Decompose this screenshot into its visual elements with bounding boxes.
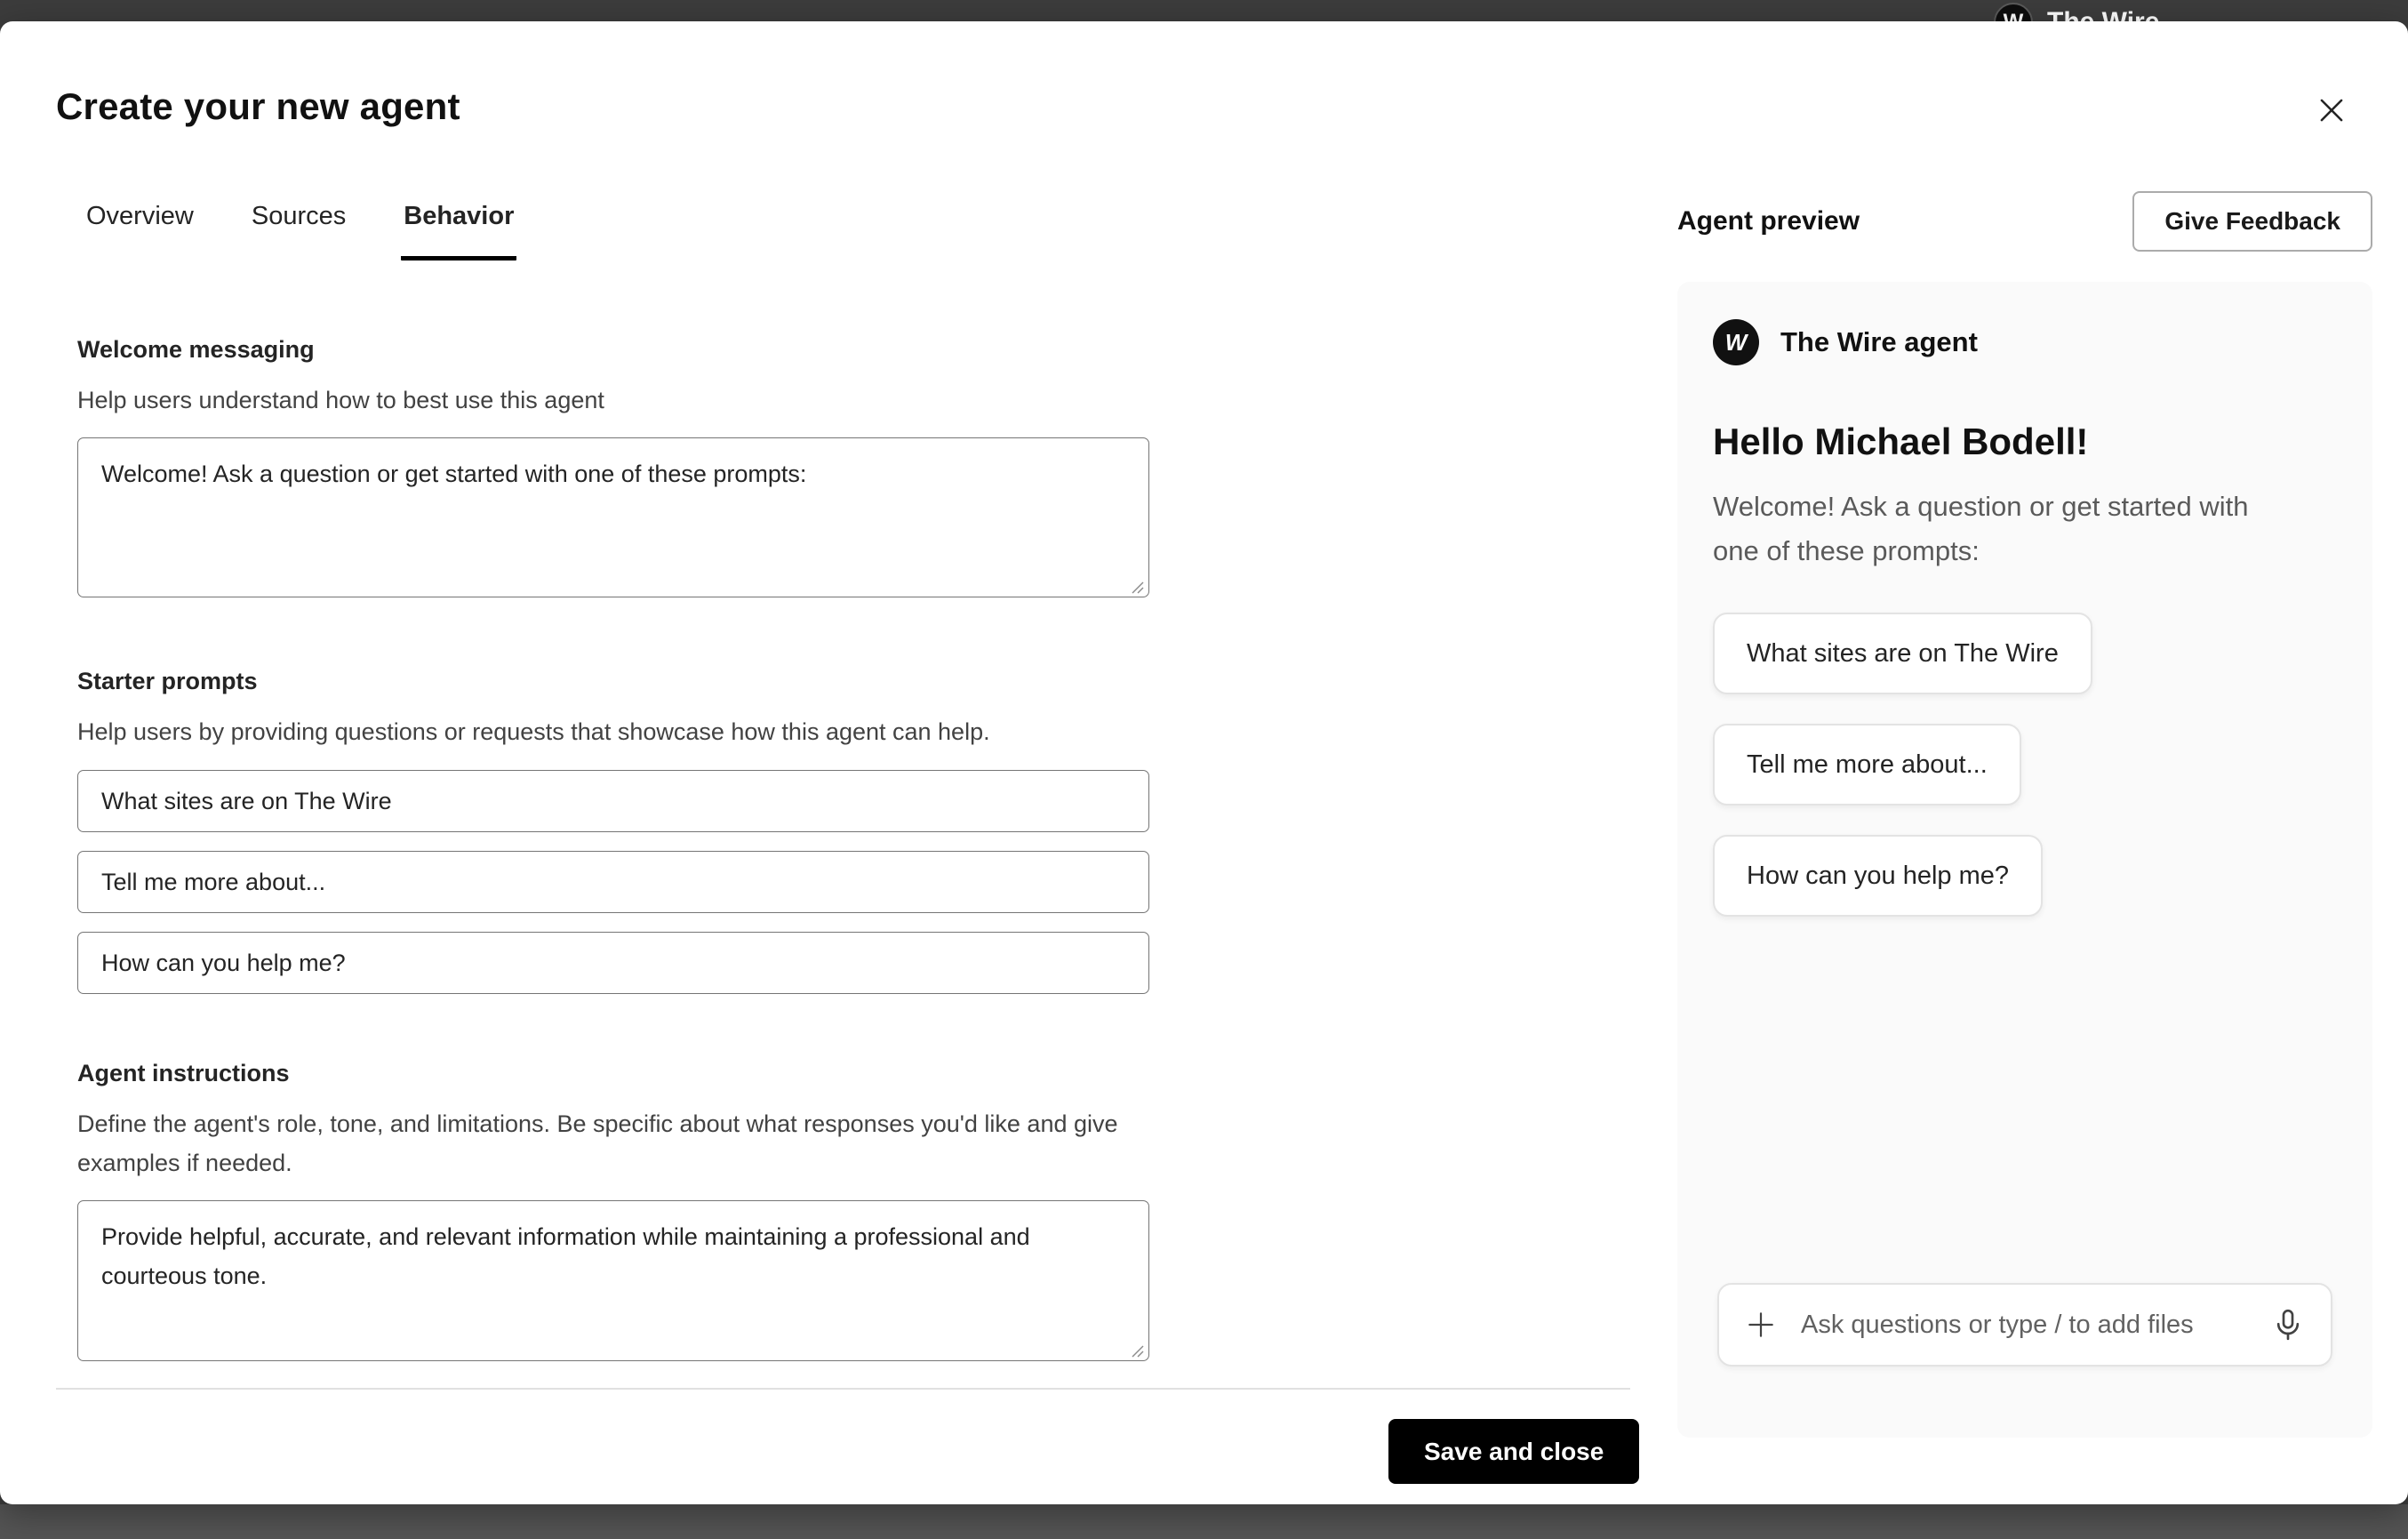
save-and-close-button[interactable]: Save and close [1388, 1419, 1639, 1484]
preview-header [1677, 191, 2372, 252]
agent-avatar: W [1713, 319, 1759, 365]
agent-instructions-label: Agent instructions [77, 1060, 290, 1086]
voice-input-button[interactable] [2270, 1307, 2306, 1343]
prompt-pill-2[interactable]: Tell me more about... [1713, 724, 2021, 806]
agent-instructions-textarea[interactable] [77, 1200, 1149, 1361]
resize-handle-icon[interactable] [1129, 1343, 1145, 1359]
prompt-pill-1[interactable]: What sites are on The Wire [1713, 613, 2092, 694]
give-feedback-button[interactable]: Give Feedback [2132, 191, 2372, 252]
preview-title: Agent preview [1677, 206, 1860, 236]
resize-handle-icon[interactable] [1129, 579, 1145, 595]
preview-welcome-text: Welcome! Ask a question or get started with one of these prompts: [1713, 491, 2249, 566]
background-bottom-bar [0, 1504, 2408, 1539]
starter-prompt-input-2[interactable] [77, 851, 1149, 913]
footer-divider [56, 1388, 1630, 1390]
agent-identity-row [1713, 319, 2337, 365]
agent-instructions-description: Define the agent's role, tone, and limitations. Be specific about what responses you'd like and give examples if needed. [77, 1110, 1118, 1176]
starter-prompt-input-3[interactable] [77, 932, 1149, 994]
prompt-pill-3[interactable]: How can you help me? [1713, 835, 2043, 917]
welcome-messaging-field-wrap [77, 437, 1149, 602]
create-agent-dialog [0, 21, 2408, 1504]
preview-card [1677, 282, 2372, 1438]
close-button[interactable] [2308, 87, 2355, 133]
starter-prompt-pills [1713, 613, 2337, 917]
tab-sources[interactable]: Sources [251, 202, 347, 230]
add-attachment-button[interactable] [1744, 1308, 1778, 1342]
background-top-bar [0, 0, 2408, 21]
close-icon [2315, 93, 2348, 127]
plus-icon [1744, 1308, 1778, 1342]
starter-prompt-input-1[interactable] [77, 770, 1149, 832]
starter-prompts-label: Starter prompts [77, 668, 258, 694]
tab-behavior[interactable]: Behavior [401, 202, 516, 261]
chat-input-bar [1717, 1283, 2332, 1367]
welcome-messaging-description: Help users understand how to best use this agent [77, 387, 604, 413]
preview-greeting: Hello Michael Bodell! [1713, 421, 2089, 462]
microphone-icon [2270, 1307, 2306, 1343]
agent-preview-panel [1677, 191, 2372, 1438]
agent-name: The Wire agent [1780, 326, 1978, 357]
tab-overview[interactable]: Overview [86, 202, 194, 230]
starter-prompts-description: Help users by providing questions or requests that showcase how this agent can help. [77, 718, 990, 745]
welcome-messaging-textarea[interactable] [77, 437, 1149, 597]
welcome-messaging-label: Welcome messaging [77, 336, 315, 363]
tab-bar [84, 202, 516, 261]
chat-question-input[interactable] [1801, 1311, 2247, 1340]
dialog-title: Create your new agent [56, 85, 460, 127]
agent-instructions-field-wrap [77, 1200, 1149, 1366]
behavior-form [77, 334, 1149, 1366]
